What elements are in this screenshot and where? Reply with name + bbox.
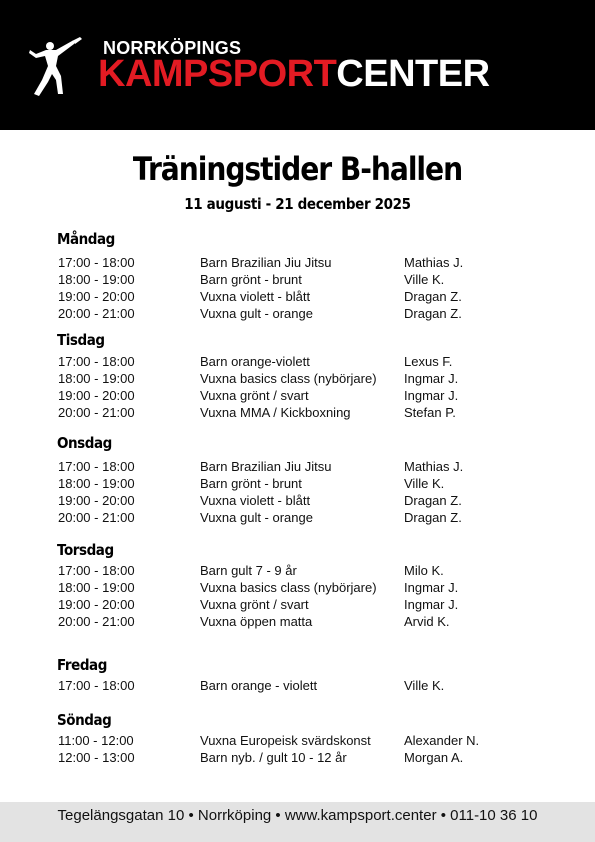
session-instructor: Ingmar J. — [404, 388, 459, 403]
day-heading: Tisdag — [57, 331, 105, 349]
session-row — [0, 749, 595, 766]
session-class: Barn gult 7 - 9 år — [200, 563, 297, 578]
session-class: Vuxna Europeisk svärdskonst — [200, 733, 371, 748]
session-instructor: Dragan Z. — [404, 510, 462, 525]
logo-white-part: CENTER — [336, 53, 490, 95]
session-class: Barn grönt - brunt — [200, 476, 302, 491]
session-instructor: Arvid K. — [404, 614, 450, 629]
day-heading: Torsdag — [57, 541, 114, 559]
session-class: Vuxna gult - orange — [200, 510, 313, 525]
session-time: 19:00 - 20:00 — [58, 388, 135, 403]
session-time: 19:00 - 20:00 — [58, 597, 135, 612]
session-class: Barn orange - violett — [200, 678, 318, 693]
session-row — [0, 353, 595, 370]
session-class: Vuxna grönt / svart — [200, 597, 309, 612]
date-range: 11 augusti - 21 december 2025 — [184, 195, 411, 213]
fighter-silhouette-icon — [28, 36, 88, 98]
session-instructor: Dragan Z. — [404, 493, 462, 508]
session-instructor: Dragan Z. — [404, 289, 462, 304]
session-row — [0, 732, 595, 749]
session-row — [0, 579, 595, 596]
session-class: Vuxna grönt / svart — [200, 388, 309, 403]
day-heading: Söndag — [57, 711, 112, 729]
session-time: 17:00 - 18:00 — [58, 255, 135, 270]
session-row — [0, 254, 595, 271]
session-class: Vuxna violett - blått — [200, 493, 311, 508]
session-class: Vuxna öppen matta — [200, 614, 313, 629]
session-instructor: Dragan Z. — [404, 306, 462, 321]
logo-red-part: KAMPSPORT — [98, 53, 337, 95]
session-instructor: Lexus F. — [404, 354, 453, 369]
day-heading: Fredag — [57, 656, 107, 674]
session-row — [0, 458, 595, 475]
session-row — [0, 271, 595, 288]
session-row — [0, 596, 595, 613]
session-time: 12:00 - 13:00 — [58, 750, 135, 765]
session-row — [0, 475, 595, 492]
session-instructor: Ville K. — [404, 476, 445, 491]
session-instructor: Ingmar J. — [404, 580, 459, 595]
session-row — [0, 404, 595, 421]
session-class: Vuxna MMA / Kickboxning — [200, 405, 351, 420]
session-row — [0, 613, 595, 630]
session-row — [0, 305, 595, 322]
footer-contact: Tegelängsgatan 10 • Norrköping • www.kampsport.center • 011-10 36 10 — [0, 802, 595, 842]
session-class: Barn Brazilian Jiu Jitsu — [200, 459, 332, 474]
session-time: 20:00 - 21:00 — [58, 614, 135, 629]
session-time: 11:00 - 12:00 — [58, 733, 134, 748]
session-time: 20:00 - 21:00 — [58, 405, 135, 420]
page-title: Träningstider B-hallen — [132, 150, 463, 188]
session-time: 17:00 - 18:00 — [58, 354, 135, 369]
session-instructor: Morgan A. — [404, 750, 464, 765]
session-time: 18:00 - 19:00 — [58, 272, 135, 287]
session-time: 20:00 - 21:00 — [58, 306, 135, 321]
session-instructor: Ville K. — [404, 678, 445, 693]
session-class: Barn orange-violett — [200, 354, 310, 369]
session-row — [0, 562, 595, 579]
day-heading: Måndag — [57, 230, 115, 248]
session-row — [0, 387, 595, 404]
session-class: Vuxna basics class (nybörjare) — [200, 580, 377, 595]
session-class: Vuxna gult - orange — [200, 306, 313, 321]
session-class: Barn nyb. / gult 10 - 12 år — [200, 750, 347, 765]
session-time: 17:00 - 18:00 — [58, 563, 135, 578]
session-instructor: Mathias J. — [404, 459, 464, 474]
session-instructor: Mathias J. — [404, 255, 464, 270]
session-class: Barn grönt - brunt — [200, 272, 302, 287]
session-time: 18:00 - 19:00 — [58, 476, 135, 491]
session-instructor: Ingmar J. — [404, 597, 459, 612]
kampsportcenter-logo — [28, 36, 568, 98]
session-row — [0, 370, 595, 387]
session-instructor: Alexander N. — [404, 733, 480, 748]
session-instructor: Stefan P. — [404, 405, 456, 420]
session-class: Barn Brazilian Jiu Jitsu — [200, 255, 332, 270]
session-row — [0, 492, 595, 509]
session-class: Vuxna violett - blått — [200, 289, 311, 304]
session-instructor: Ingmar J. — [404, 371, 459, 386]
session-time: 18:00 - 19:00 — [58, 580, 135, 595]
session-time: 20:00 - 21:00 — [58, 510, 135, 525]
day-heading: Onsdag — [57, 434, 112, 452]
session-row — [0, 509, 595, 526]
session-row — [0, 288, 595, 305]
logo-big-text — [98, 54, 490, 94]
session-instructor: Ville K. — [404, 272, 445, 287]
session-time: 17:00 - 18:00 — [58, 678, 135, 693]
session-time: 18:00 - 19:00 — [58, 371, 135, 386]
session-time: 19:00 - 20:00 — [58, 289, 135, 304]
session-class: Vuxna basics class (nybörjare) — [200, 371, 377, 386]
session-instructor: Milo K. — [404, 563, 444, 578]
session-time: 17:00 - 18:00 — [58, 459, 135, 474]
header-banner — [0, 0, 595, 130]
logo-small-text: NORRKÖPINGS — [103, 38, 242, 58]
session-row — [0, 677, 595, 694]
session-time: 19:00 - 20:00 — [58, 493, 135, 508]
